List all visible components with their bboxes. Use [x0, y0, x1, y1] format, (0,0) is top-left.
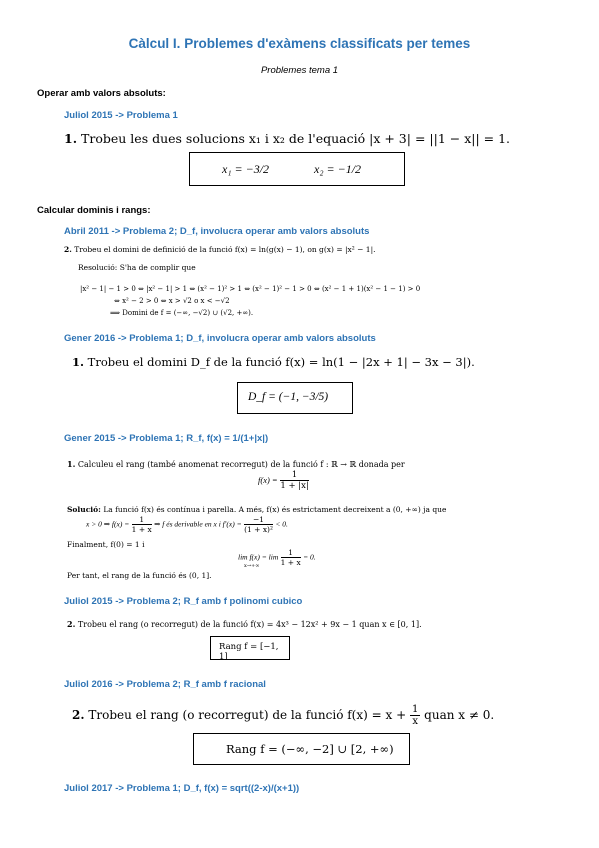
solution-intro [67, 505, 537, 514]
link-gener-2016-p1[interactable]: Gener 2016 -> Problema 1; D_f, involucra operar amb valors absoluts [64, 333, 376, 344]
conclusion: Per tant, el rang de la funció és (0, 1]. [67, 571, 212, 580]
resolution-text: S'ha de complir que [119, 263, 196, 272]
resolution-line-2: ⇔ x² − 2 > 0 ⇔ x > √2 o x < −√2 [114, 297, 230, 305]
problem-2-statement [64, 245, 544, 254]
link-gener-2015-p1[interactable]: Gener 2015 -> Problema 1; R_f, f(x) = 1/(1+|x|) [64, 433, 269, 444]
fraction-denominator: x [412, 716, 418, 727]
answer-box-p6 [193, 733, 410, 765]
derivative-part-c: < 0. [275, 519, 288, 529]
function-definition [258, 470, 309, 491]
section-heading-abs-values: Operar amb valors absoluts: [37, 88, 166, 99]
resolution-label: Resolució: [78, 263, 118, 272]
derivative2-frac-den: (1 + x)² [244, 525, 273, 534]
limit-part-a: lim f(x) = lim [238, 552, 279, 562]
problem-number: 1. [67, 459, 76, 469]
problem-text: Calculeu el rang (també anomenat recorregut) de la funció f : ℝ → ℝ donada per [77, 460, 405, 469]
fraction-denominator: 1 + |x| [280, 481, 309, 491]
answer-domain: D_f = (−1, −3/5) [248, 391, 329, 403]
solution-text: La funció f(x) és contínua i parella. A més, f(x) és estrictament decreixent a (0, +∞) ja que [103, 505, 447, 514]
link-juliol-2015-p1[interactable]: Juliol 2015 -> Problema 1 [64, 110, 178, 121]
derivative2-frac-num: −1 [244, 515, 273, 525]
derivative-line [86, 515, 288, 534]
link-juliol-2017-p1[interactable]: Juliol 2017 -> Problema 1; D_f, f(x) = sqrt((2-x)/(x+1)) [64, 783, 300, 794]
link-juliol-2015-p2[interactable]: Juliol 2015 -> Problema 2; R_f amb f polinomi cubico [64, 596, 303, 607]
problem-text: Trobeu les dues solucions x₁ i x₂ de l'equació |x + 3| = ||1 − x|| = 1. [81, 131, 511, 146]
resolution-line-3: ⟹ Domini de f = (−∞, −√2) ∪ (√2, +∞). [110, 309, 254, 317]
derivative-part-a: x > 0 ⇒ f(x) = [86, 519, 130, 529]
problem-number: 1. [72, 355, 85, 369]
limit-frac-num: 1 [281, 548, 301, 558]
fraction-numerator: 1 [280, 470, 308, 481]
answer-x1: x₁ = −3/2 [222, 162, 270, 176]
problem-6-statement [72, 704, 572, 727]
problem-text-a: Trobeu el rang (o recorregut) de la funció f(x) = x + [88, 708, 407, 722]
answer-range: Rang f = (−∞, −2] ∪ [2, +∞) [226, 742, 394, 756]
problem-text: Trobeu el domini D_f de la funció f(x) = ln(1 − |2x + 1| − 3x − 3|). [87, 355, 475, 369]
document-title: Càlcul I. Problemes d'exàmens classificats per temes [128, 36, 471, 51]
problem-number: 2. [72, 708, 85, 722]
solution-label: Solució: [67, 505, 101, 514]
section-heading-domains: Calcular dominis i rangs: [37, 205, 151, 216]
derivative-frac-num: 1 [132, 515, 152, 525]
problem-4-statement [67, 459, 487, 469]
problem-text-b: quan x ≠ 0. [424, 708, 495, 722]
problem-5-statement [67, 619, 547, 629]
problem-number: 2. [67, 619, 76, 629]
derivative-frac-den: 1 + x [131, 525, 152, 534]
answer-box-p5 [210, 636, 290, 660]
document-subtitle: Problemes tema 1 [260, 65, 339, 76]
problem-number: 1. [64, 131, 78, 146]
answer-box-p3 [237, 382, 353, 414]
resolution-intro [78, 263, 196, 272]
fraction-numerator: 1 [411, 704, 419, 715]
problem-text: Trobeu el domini de definició de la funció f(x) = ln(g(x) − 1), on g(x) = |x² − 1|. [74, 245, 376, 254]
answer-range: Rang f = [−1, 1] [219, 642, 279, 662]
answer-box-p1 [189, 152, 405, 186]
problem-number: 2. [64, 245, 72, 254]
link-abril-2011-p2[interactable]: Abril 2011 -> Problema 2; D_f, involucra operar amb valors absoluts [64, 226, 370, 237]
link-juliol-2016-p2[interactable]: Juliol 2016 -> Problema 2; R_f amb f racional [64, 679, 266, 690]
limit-frac-den: 1 + x [280, 558, 301, 567]
answer-x2: x₂ = −1/2 [314, 162, 362, 176]
problem-1-statement [64, 131, 544, 146]
limit-subscript: x→+∞ [244, 563, 260, 569]
function-lhs: f(x) = [258, 475, 278, 485]
resolution-line-1: |x² − 1| − 1 > 0 ⇔ |x² − 1| > 1 ⇔ (x² − 1)² > 1 ⇔ (x² − 1)² − 1 > 0 ⇔ (x² − 1 + 1)(x² − 1 − 1) > 0 [80, 285, 421, 293]
problem-text: Trobeu el rang (o recorregut) de la funció f(x) = 4x³ − 12x² + 9x − 1 quan x ∈ [0, 1]. [77, 620, 422, 629]
final-text: Finalment, f(0) = 1 i [67, 540, 145, 549]
limit-part-b: = 0. [303, 552, 316, 562]
problem-3-statement [72, 355, 572, 369]
derivative-part-b: ⇒ f és derivable en x i f′(x) = [154, 519, 242, 529]
